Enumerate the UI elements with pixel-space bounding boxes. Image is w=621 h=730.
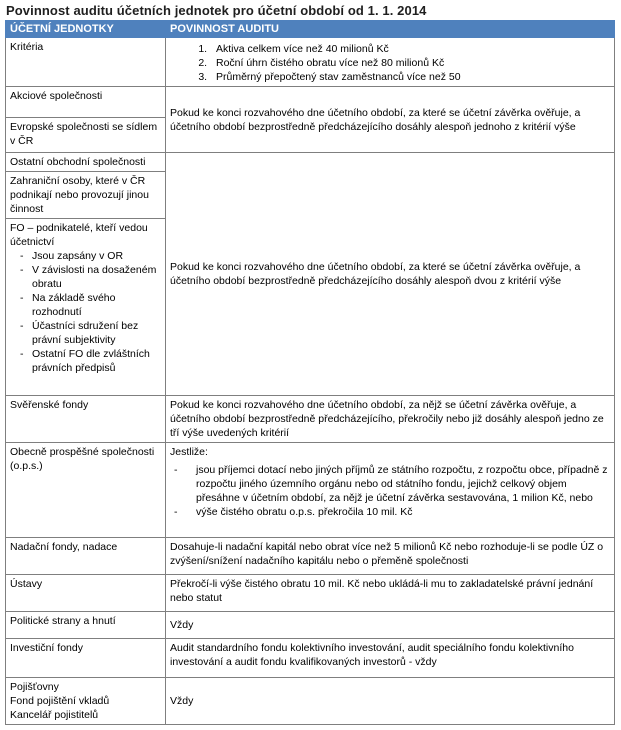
politicke-label: Politické strany a hnutí [6,612,166,639]
criteria-label: Kritéria [6,38,166,87]
table-header-row [6,21,615,38]
table-row-sverenske [6,396,615,443]
fo-cell [6,219,166,396]
fo-list [10,249,161,375]
investicni-text: Audit standardního fondu kolektivního investování, audit speciálního fondu kolektivního investování a audit fondu kvalifikovaných investorů - vždy [166,639,615,678]
table-row-akciove [6,87,615,118]
ops-item: - výše čistého obratu o.p.s. překročila 10 mil. Kč [172,505,610,519]
document-title: Povinnost auditu účetních jednotek pro účetní období od 1. 1. 2014 [6,3,427,18]
header-audit-duty: POVINNOST AUDITU [166,21,615,38]
audit-table [5,20,615,725]
ustavy-label: Ústavy [6,575,166,612]
politicke-text: Vždy [166,612,615,639]
fond-pojisteni-label: Fond pojištění vkladů [10,695,110,707]
evropske-label: Evropské společnosti se sídlem v ČR [6,118,166,153]
table-row-criteria [6,38,615,87]
fo-label: FO – podnikatelé, kteří vedou účetnictví [10,222,148,248]
kancelar-label: Kancelář pojistitelů [10,709,99,721]
fo-item: - Na základě svého rozhodnutí [20,291,161,319]
table-row-ostatni [6,153,615,172]
table-row-politicke [6,612,615,639]
ops-item: - jsou příjemci dotací nebo jiných příjmů ze státního rozpočtu, z rozpočtu obce, případně z rozpočtu jiného územního orgánu nebo od státního fondu, jejichž celkový objem přesáhne v účetním období, za nějž je účetní závěrka sestavována, 1 milion Kč, nebo [172,463,610,505]
ops-cell [166,443,615,538]
fo-item: - Ostatní FO dle zvláštních právních předpisů [20,347,161,375]
sverenske-text: Pokud ke konci rozvahového dne účetního období, za nějž se účetní závěrka ověřuje, a účetního období bezprostředně předcházejícího, překročily nebo již dosáhly alespoň jedno ze tří výše uvedených kritérií [166,396,615,443]
ustavy-text: Překročí-li výše čistého obratu 10 mil. Kč nebo ukládá-li mu to zakladatelské právní jednání nebo statut [166,575,615,612]
criteria-item: 2. Roční úhrn čistého obratu více než 80 milionů Kč [210,56,610,70]
criteria-cell [166,38,615,87]
pojistovny-label: Pojišťovny [10,681,59,693]
criteria-item: 3. Průměrný přepočtený stav zaměstnanců více než 50 [210,70,610,84]
fo-item: - Účastníci sdružení bez právní subjektivity [20,319,161,347]
sverenske-label: Svěřenské fondy [6,396,166,443]
criteria-item: 1. Aktiva celkem více než 40 milionů Kč [210,42,610,56]
pojistovny-cell [6,678,166,725]
table-row-investicni [6,639,615,678]
nadacni-text: Dosahuje-li nadační kapitál nebo obrat více než 5 milionů Kč nebo rozhoduje-li se podle ÚZ o zvýšení/snížení nadačního kapitálu nebo o přeměně společnosti [166,538,615,575]
fo-item: - V závislosti na dosaženém obratu [20,263,161,291]
ops-intro: Jestliže: [170,446,208,458]
investicni-label: Investiční fondy [6,639,166,678]
table-row-nadacni [6,538,615,575]
nadacni-label: Nadační fondy, nadace [6,538,166,575]
criteria-list [170,42,610,84]
table-row-ustavy [6,575,615,612]
fo-item: - Jsou zapsány v OR [20,249,161,263]
group2-audit-text: Pokud ke konci rozvahového dne účetního období, za které se účetní závěrka ověřuje, a účetního období bezprostředně předcházejícího dosáhly alespoň dvou z kritérií výše [166,153,615,396]
group1-audit-text: Pokud ke konci rozvahového dne účetního období, za které se účetní závěrka ověřuje, a účetního období bezprostředně předcházejícího dosáhly alespoň jednoho z kritérií výše [166,87,615,153]
ops-label: Obecně prospěšné společnosti (o.p.s.) [6,443,166,538]
akciove-label: Akciové společnosti [6,87,166,118]
zahranicni-label: Zahraniční osoby, které v ČR podnikají nebo provozují jinou činnost [6,172,166,219]
ostatni-label: Ostatní obchodní společnosti [6,153,166,172]
table-row-pojistovny [6,678,615,725]
table-row-ops [6,443,615,538]
header-entities: ÚČETNÍ JEDNOTKY [6,21,166,38]
pojistovny-text: Vždy [166,678,615,725]
ops-list [170,463,610,519]
